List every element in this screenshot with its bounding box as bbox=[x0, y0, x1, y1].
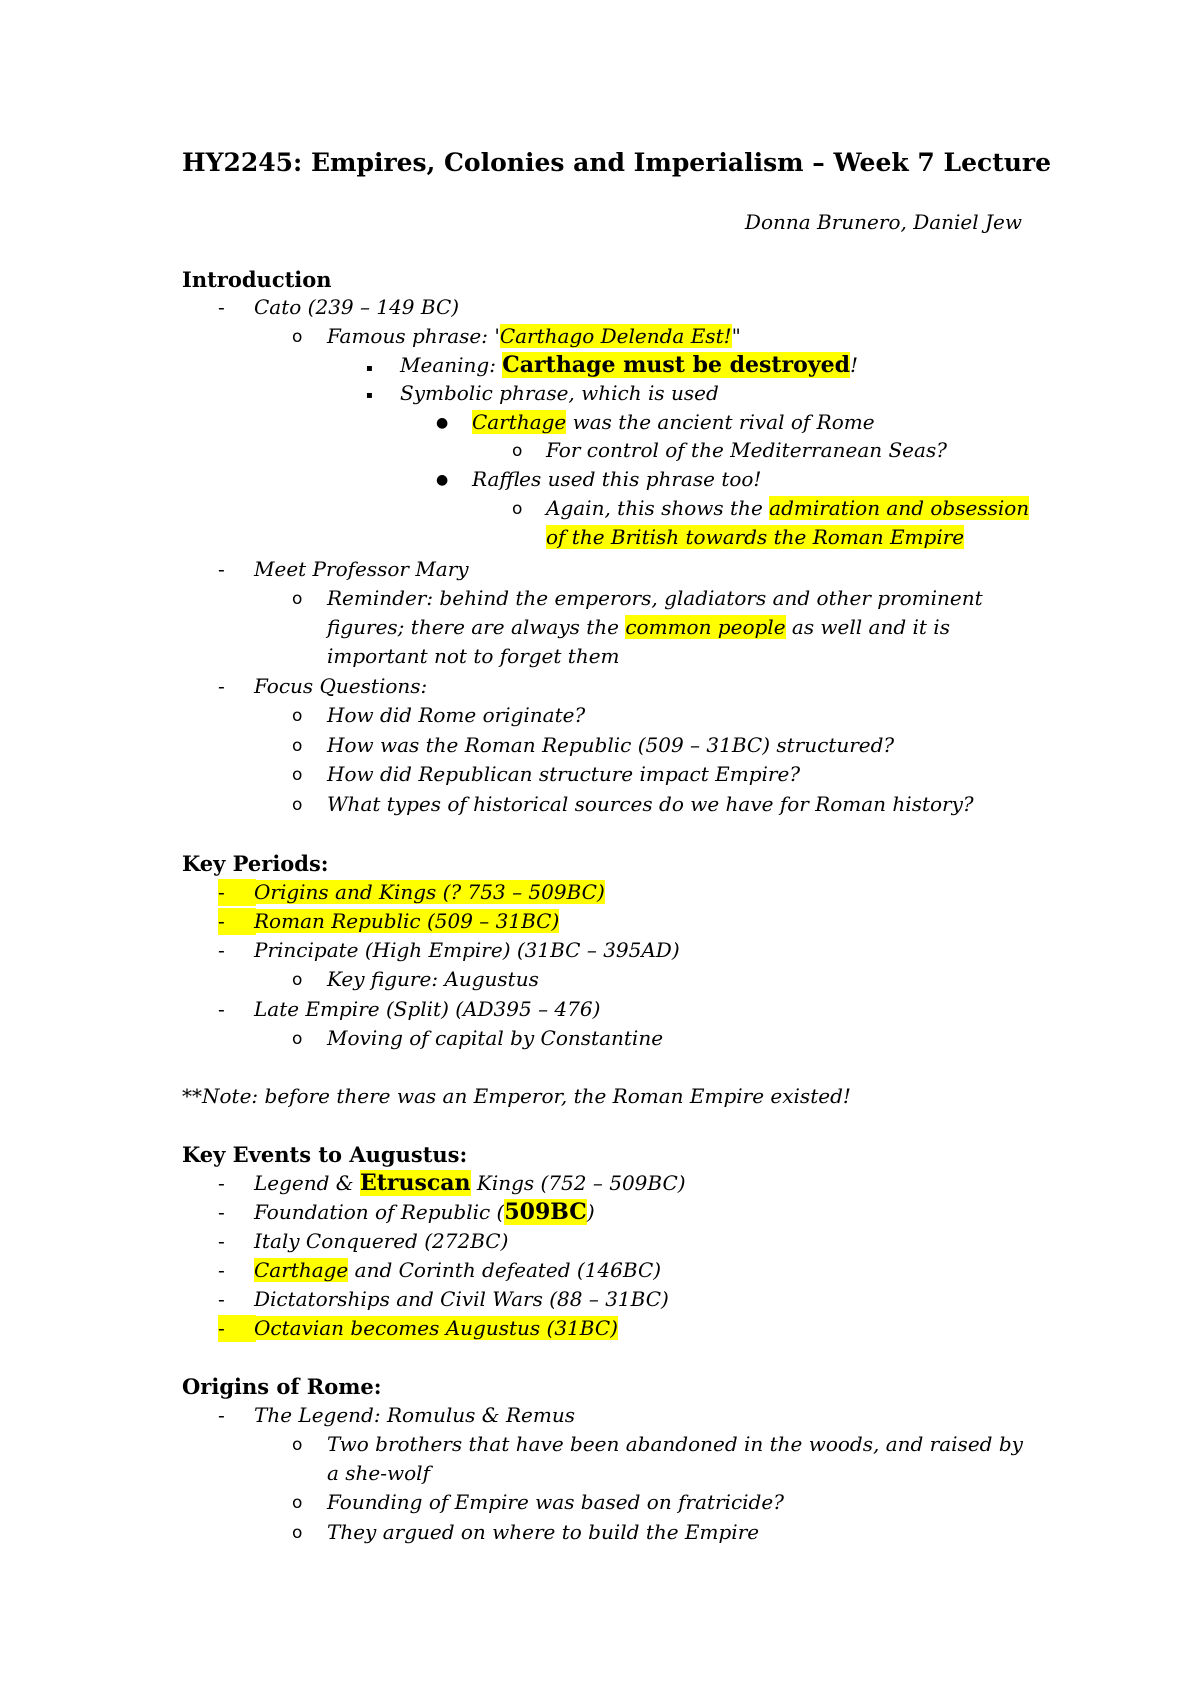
text: Legend & bbox=[254, 1171, 360, 1195]
period-principate: Principate (High Empire) (31BC – 395AD) bbox=[254, 938, 680, 962]
dash-bullet: - bbox=[218, 557, 225, 581]
highlight: Octavian becomes Augustus (31BC) bbox=[254, 1316, 618, 1340]
square-bullet: ▪ bbox=[366, 390, 373, 401]
note: **Note: before there was an Emperor, the Roman Empire existed! bbox=[182, 1084, 851, 1108]
section-heading-introduction: Introduction bbox=[182, 267, 332, 292]
raffles-item: Raffles used this phrase too! bbox=[472, 467, 762, 491]
highlight: Origins and Kings (? 753 – 509BC) bbox=[254, 880, 605, 904]
carthage-rival-item bbox=[472, 409, 875, 436]
highlight: 509BC bbox=[504, 1199, 587, 1225]
dash-bullet: - bbox=[218, 1287, 225, 1311]
text: Kings (752 – 509BC) bbox=[470, 1171, 686, 1195]
highlight: common people bbox=[625, 615, 786, 639]
focus-questions-item: Focus Questions: bbox=[254, 674, 428, 698]
highlight: Carthago Delenda Est! bbox=[499, 324, 732, 348]
circle-bullet: o bbox=[292, 1435, 303, 1455]
text: ) bbox=[586, 1200, 595, 1224]
square-bullet: ▪ bbox=[366, 363, 373, 374]
dash-bullet: - bbox=[218, 938, 225, 962]
text: Foundation of Republic ( bbox=[254, 1200, 505, 1224]
dash-bullet: - bbox=[218, 1229, 225, 1253]
text: Again, this shows the bbox=[546, 496, 770, 520]
question-1: How did Rome originate? bbox=[327, 703, 586, 727]
admiration-item-line1 bbox=[546, 495, 1029, 522]
event-carthage-defeated bbox=[254, 1257, 661, 1284]
circle-bullet: o bbox=[292, 795, 303, 815]
circle-bullet: o bbox=[292, 765, 303, 785]
text: Famous phrase: ' bbox=[327, 324, 500, 348]
dash-bullet: - bbox=[218, 997, 225, 1021]
text: figures; there are always the bbox=[327, 615, 626, 639]
text: Meaning: bbox=[400, 353, 503, 377]
event-etruscan-kings bbox=[254, 1170, 686, 1197]
text: and Corinth defeated (146BC) bbox=[348, 1258, 662, 1282]
admiration-item-line2 bbox=[546, 524, 964, 551]
dash-bullet: - bbox=[218, 1315, 256, 1342]
key-figure-augustus: Key figure: Augustus bbox=[327, 967, 539, 991]
circle-bullet: o bbox=[292, 706, 303, 726]
highlight: Carthage must be destroyed bbox=[502, 352, 850, 378]
highlight: of the British towards the Roman Empire bbox=[546, 525, 965, 549]
section-heading-key-events: Key Events to Augustus: bbox=[182, 1142, 468, 1167]
circle-bullet: o bbox=[292, 970, 303, 990]
event-republic-founded bbox=[254, 1199, 595, 1226]
circle-bullet: o bbox=[292, 736, 303, 756]
constantine-item: Moving of capital by Constantine bbox=[327, 1026, 664, 1050]
question-3: How did Republican structure impact Empire? bbox=[327, 762, 801, 786]
highlight: Roman Republic (509 – 31BC) bbox=[254, 909, 560, 933]
period-republic bbox=[254, 908, 559, 935]
page-title: HY2245: Empires, Colonies and Imperialism – Week 7 Lecture bbox=[182, 148, 1051, 177]
dash-bullet: - bbox=[218, 1258, 225, 1282]
authors: Donna Brunero, Daniel Jew bbox=[744, 210, 1022, 234]
highlight: admiration and obsession bbox=[769, 496, 1030, 520]
meaning-item bbox=[400, 352, 858, 379]
question-4: What types of historical sources do we have for Roman history? bbox=[327, 792, 974, 816]
period-late-empire: Late Empire (Split) (AD395 – 476) bbox=[254, 997, 601, 1021]
highlight: Carthage bbox=[254, 1258, 349, 1282]
argued-item: They argued on where to build the Empire bbox=[327, 1520, 760, 1544]
event-italy-conquered: Italy Conquered (272BC) bbox=[254, 1229, 509, 1253]
brothers-line2: a she-wolf bbox=[327, 1461, 430, 1485]
section-heading-key-periods: Key Periods: bbox=[182, 851, 329, 876]
symbolic-item: Symbolic phrase, which is used bbox=[400, 381, 719, 405]
dash-bullet: - bbox=[218, 674, 225, 698]
highlight: Etruscan bbox=[359, 1170, 471, 1196]
circle-bullet: o bbox=[512, 499, 523, 519]
cato-item: Cato (239 – 149 BC) bbox=[254, 295, 460, 319]
circle-bullet: o bbox=[292, 327, 303, 347]
text: ! bbox=[849, 353, 859, 377]
mediterranean-item: For control of the Mediterranean Seas? bbox=[546, 438, 947, 462]
text: " bbox=[731, 324, 741, 348]
dash-bullet: - bbox=[218, 295, 225, 319]
fratricide-item: Founding of Empire was based on fratricide? bbox=[327, 1490, 784, 1514]
reminder-line1: Reminder: behind the emperors, gladiators and other prominent bbox=[327, 586, 983, 610]
circle-bullet: o bbox=[292, 1029, 303, 1049]
legend-item: The Legend: Romulus & Remus bbox=[254, 1403, 575, 1427]
text: as well and it is bbox=[785, 615, 950, 639]
dash-bullet: - bbox=[218, 1403, 225, 1427]
highlight: Carthage bbox=[472, 410, 567, 434]
brothers-line1: Two brothers that have been abandoned in the woods, and raised by bbox=[327, 1432, 1023, 1456]
text: was the ancient rival of Rome bbox=[566, 410, 875, 434]
circle-bullet: o bbox=[292, 1523, 303, 1543]
famous-phrase-item bbox=[327, 323, 741, 350]
dash-bullet: - bbox=[218, 1171, 225, 1195]
question-2: How was the Roman Republic (509 – 31BC) structured? bbox=[327, 733, 895, 757]
circle-bullet: o bbox=[292, 1493, 303, 1513]
dash-bullet: - bbox=[218, 879, 256, 906]
reminder-line3: important not to forget them bbox=[327, 644, 620, 668]
dot-bullet: ● bbox=[436, 415, 449, 431]
dash-bullet: - bbox=[218, 908, 256, 935]
circle-bullet: o bbox=[292, 589, 303, 609]
reminder-line2 bbox=[327, 614, 950, 641]
professor-mary-item: Meet Professor Mary bbox=[254, 557, 469, 581]
event-civil-wars: Dictatorships and Civil Wars (88 – 31BC) bbox=[254, 1287, 669, 1311]
circle-bullet: o bbox=[512, 441, 523, 461]
period-origins bbox=[254, 879, 605, 906]
dot-bullet: ● bbox=[436, 472, 449, 488]
section-heading-origins: Origins of Rome: bbox=[182, 1374, 382, 1399]
dash-bullet: - bbox=[218, 1200, 225, 1224]
event-octavian bbox=[254, 1315, 618, 1342]
